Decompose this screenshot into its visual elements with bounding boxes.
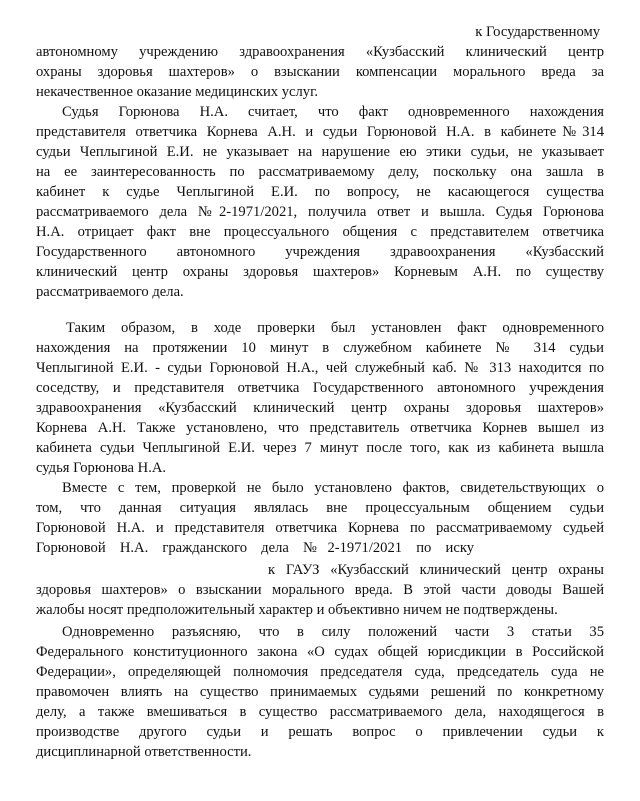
- paragraph-line: производстве другого судьи и решать вопрос о привлечении судьи к: [36, 724, 604, 740]
- paragraph-line: дисциплинарной ответственности.: [36, 744, 252, 760]
- paragraph-line: рассматриваемого дела №2-1971/2021, получила ответ и вышла. Судья Горюнова: [36, 204, 604, 220]
- paragraph-line: Горюновой Н.А. и представителя ответчика Корнева по рассматриваемому судьей: [36, 520, 604, 536]
- paragraph-line: кабинет к судье Чеплыгиной Е.И. по вопросу, не касающегося существа: [36, 184, 604, 200]
- paragraph-line: представителя ответчика Корнева А.Н. и судьи Горюновой Н.А. в кабинете№314: [36, 124, 604, 140]
- paragraph-line: делу, а также вмешиваться в существо рассматриваемого дела, находящегося в: [36, 704, 604, 720]
- paragraph-line: охраны здоровья шахтеров» о взыскании компенсации морального вреда за: [36, 64, 604, 80]
- paragraph-line: Таким образом, в ходе проверки был установлен факт одновременного: [66, 320, 604, 336]
- paragraph-line: рассматриваемого дела.: [36, 284, 184, 300]
- paragraph-line: жалобы носят предположительный характер и объективно ничем не подтверждены.: [36, 602, 558, 618]
- paragraph-line: судья Горюнова Н.А.: [36, 460, 167, 476]
- paragraph-line: правомочен влиять на существо принимаемых судьями решений по конкретному: [36, 684, 604, 700]
- paragraph-line: к ГАУЗ «Кузбасский клинический центр охраны: [268, 562, 604, 578]
- paragraph-line: Одновременно разъясняю, что в силу положений части 3 статьи 35: [62, 624, 604, 640]
- paragraph-line: Государственного автономного учреждения здравоохранения «Кузбасский: [36, 244, 604, 260]
- paragraph-line: том, что данная ситуация являлась вне процессуальным общением судьи: [36, 500, 604, 516]
- paragraph-line: Горюновой Н.А. гражданского дела №2-1971/2021 по иску: [36, 540, 474, 556]
- paragraph-line: автономному учреждению здравоохранения «Кузбасский клинический центр: [36, 44, 604, 60]
- paragraph-line: кабинета судьи Чеплыгиной Е.И. через 7 минут после того, как из кабинета вышла: [36, 440, 604, 456]
- paragraph-line: некачественное оказание медицинских услуг.: [36, 84, 319, 100]
- paragraph-line: нахождения на протяжении 10 минут в служебном кабинете № 314 судьи: [36, 340, 604, 356]
- addressee-fragment: к Государственному: [475, 24, 600, 40]
- paragraph-line: Федерации», определяющей полномочия председателя суда, председатель суда не: [36, 664, 604, 680]
- paragraph-line: Федерального конституционного закона «О судах общей юрисдикции в Российской: [36, 644, 604, 660]
- paragraph-line: на ее заинтересованность по рассматриваемому делу, поскольку она зашла в: [36, 164, 604, 180]
- paragraph-line: Судья Горюнова Н.А. считает, что факт одновременного нахождения: [62, 104, 604, 120]
- paragraph-line: Чеплыгиной Е.И. - судьи Горюновой Н.А., чей служебный каб. № 313 находится по: [36, 360, 604, 376]
- paragraph-line: Н.А. отрицает факт вне процессуального общения с представителем ответчика: [36, 224, 604, 240]
- paragraph-line: Вместе с тем, проверкой не было установлено фактов, свидетельствующих о: [62, 480, 604, 496]
- paragraph-line: здоровья шахтеров» о взыскании морального вреда. В этой части доводы Вашей: [36, 582, 604, 598]
- paragraph-line: клинический центр охраны здоровья шахтеров» Корневым А.Н. по существу: [36, 264, 604, 280]
- paragraph-line: здравоохранения «Кузбасский клинический центр охраны здоровья шахтеров»: [36, 400, 604, 416]
- paragraph-line: судьи Чеплыгиной Е.И. не указывает на нарушение ею этики судьи, не указывает: [36, 144, 604, 160]
- paragraph-line: Корнева А.Н. Также установлено, что представитель ответчика Корнев вышел из: [36, 420, 604, 436]
- paragraph-line: соседству, и представителя ответчика Государственного автономного учреждения: [36, 380, 604, 396]
